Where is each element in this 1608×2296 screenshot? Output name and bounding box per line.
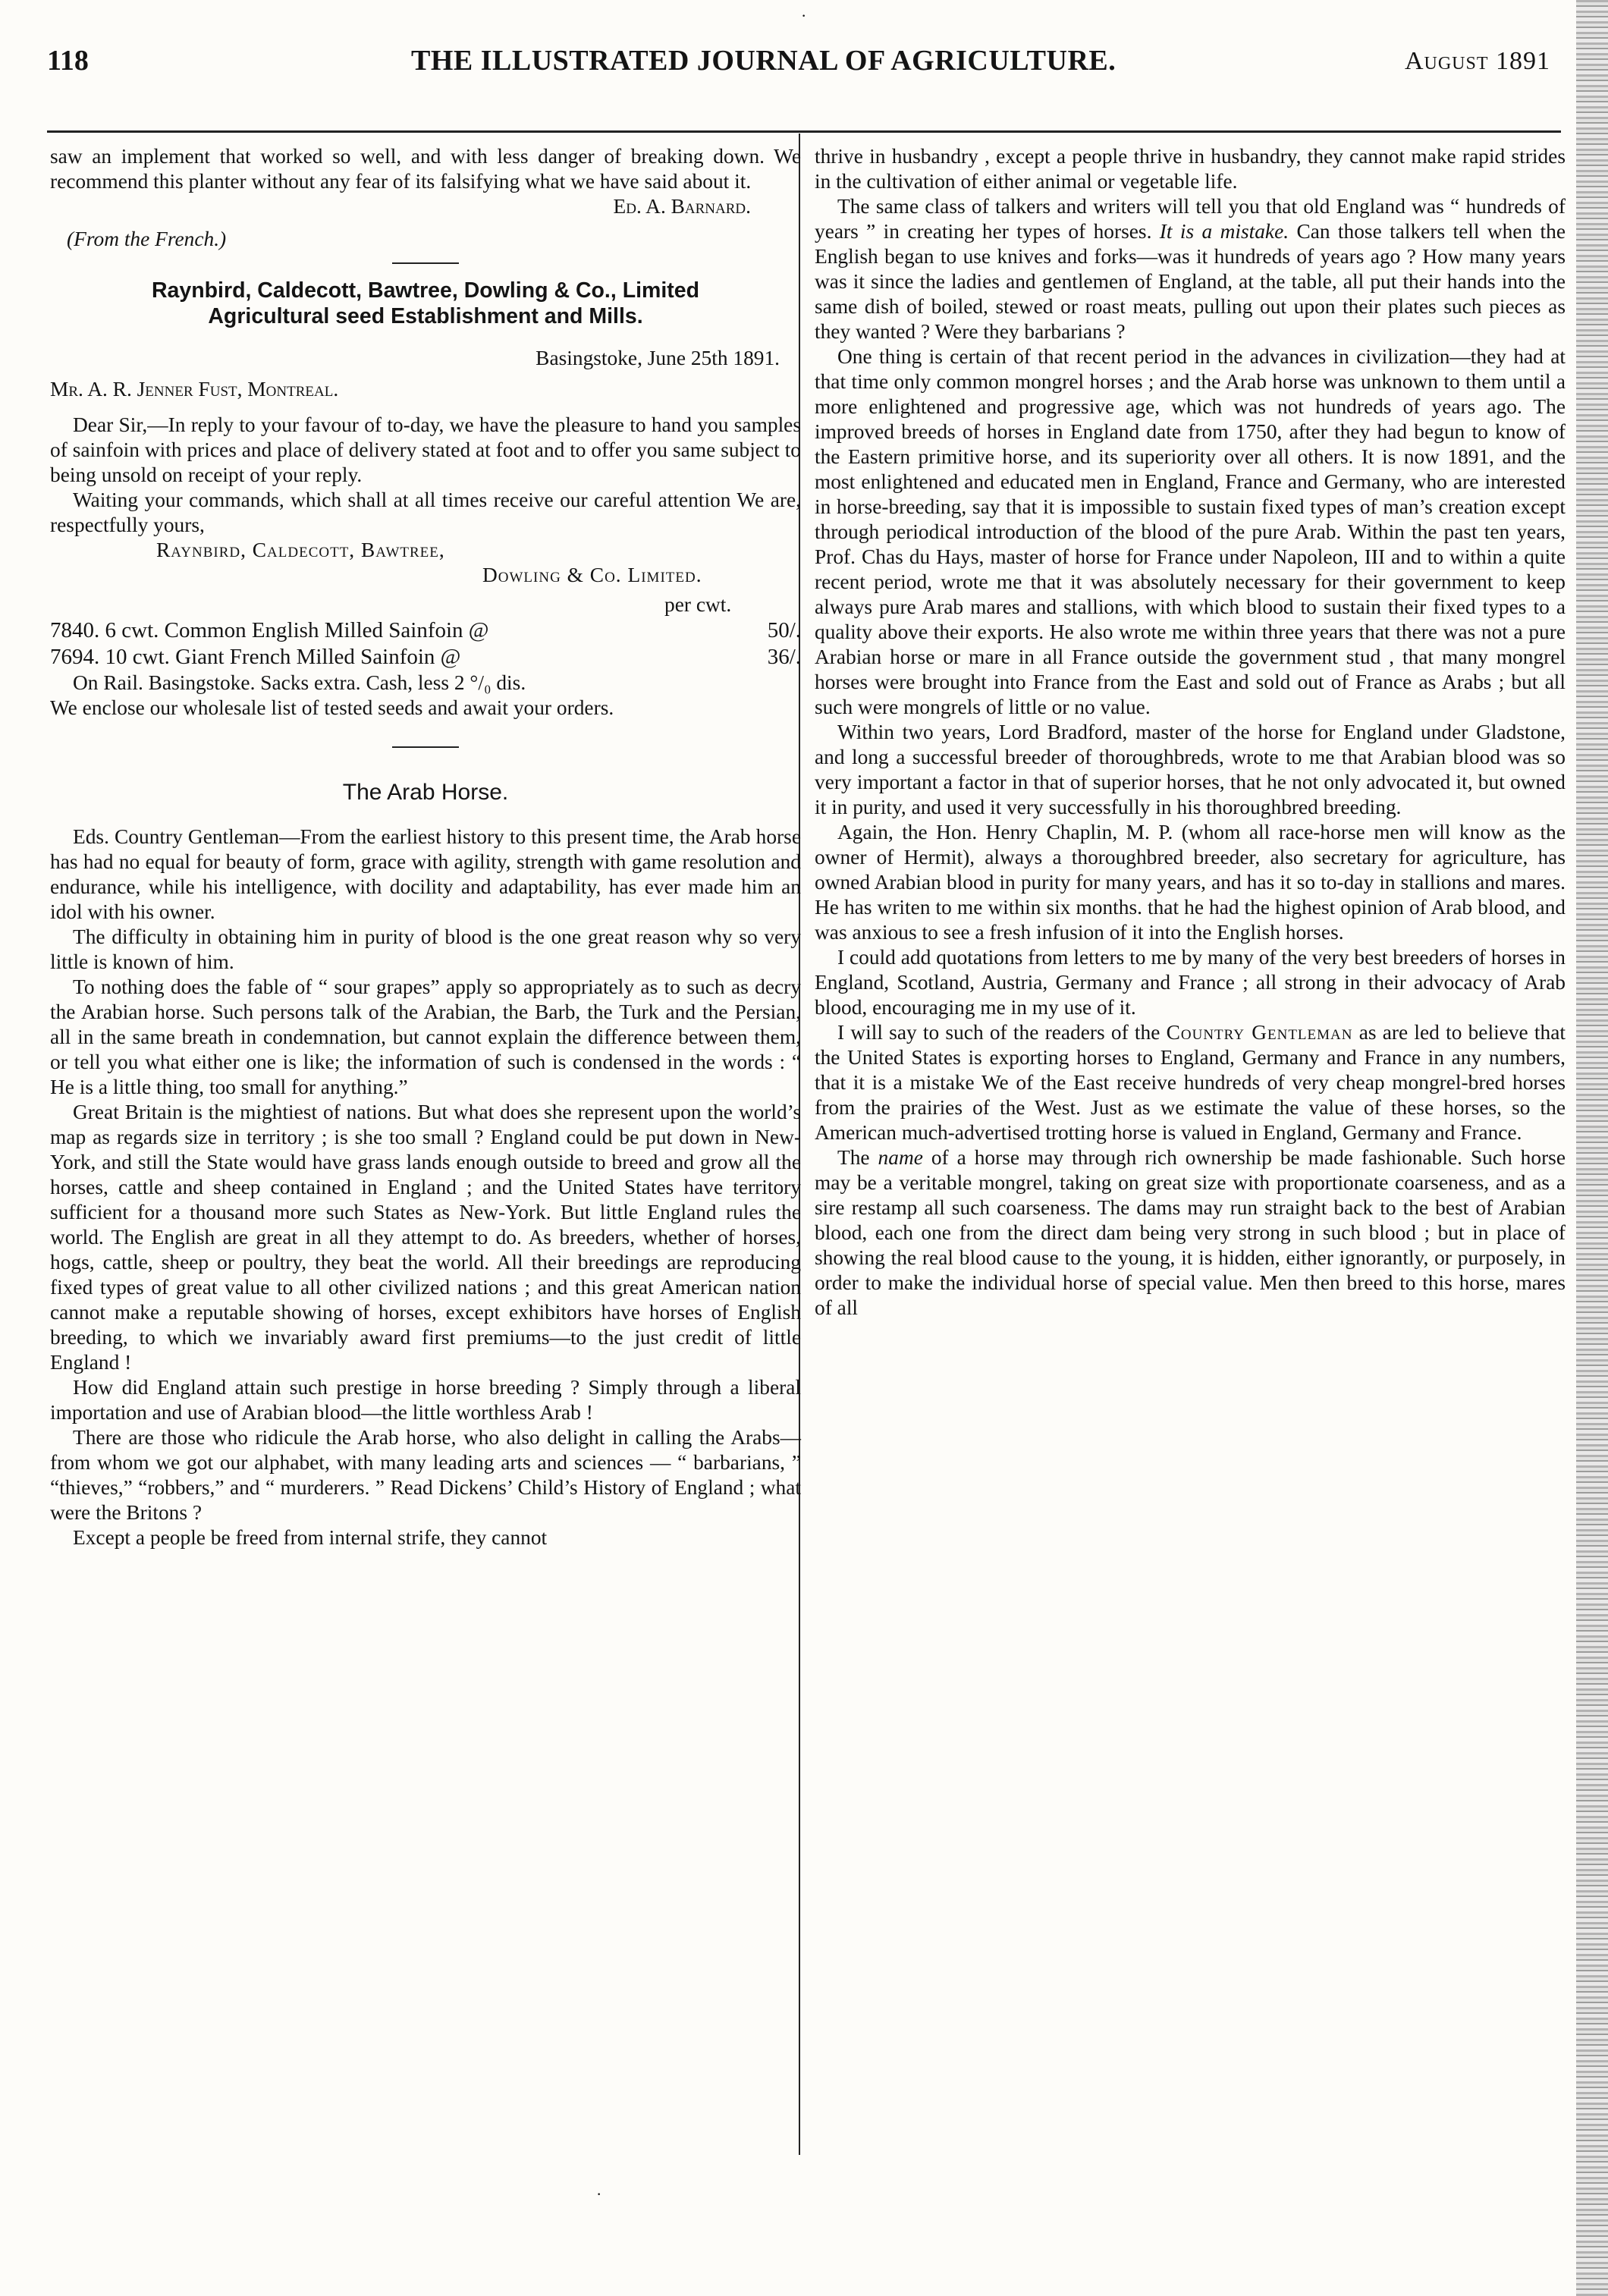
letter-paragraph-1: Dear Sir,—In reply to your favour of to-day, we have the pleasure to hand you samples of sainfoin with prices and place of delivery stated at foot and to offer you same subject to being unsold on receipt of your reply. [50,413,801,486]
price-list [50,617,801,671]
arab-paragraph-3: To nothing does the fable of “ sour grapes” apply so appropriately as to such as decry the Arabian horse. Such persons talk of the Arabian, the Barb, the Turk and the Persian, all in the same breath in condemnation, but cannot explain the difference between them, or tell you what either one is like; the information of such is condensed in the words : “ He is a little thing, too small for anything.” [50,975,801,1098]
letter-dateline: Basingstoke, June 25th 1891. [535,347,780,369]
text-run: The [837,1146,878,1169]
left-column [50,144,801,1550]
per-cwt-label: per cwt. [664,593,732,616]
signature-barnard: Ed. A. Barnard. [613,195,751,218]
emphasis-text: name [878,1146,923,1169]
right-paragraph-2 [815,194,1566,344]
text-run: of a horse may through rich ownership be made fashionable. Such horse may be a veritable mongrel, taking on great size with proportionate coarseness, and as a sire restamp all such coarseness. The dams may run straight back to the best of Arabian blood, each one from the direct dam being very strong in such blood ; but in place of showing the real blood cause to the young, it is hidden, either ignorantly, or purposely, in order to make the individual horse of special value. Men then breed to this horse, mares of all [815,1146,1566,1319]
right-paragraph-3: One thing is certain of that recent period in the advances in civilization—they had at that time only common mongrel horses ; and the Arab horse was unknown to them until a more enlightened and progressive age, which was not hundreds of years ago. The improved breeds of horses in England date from 1750, after they had begun to know of the Eastern primitive horse, and its superiority over all others. It is now 1891, and the most enlightened and educated men in England, France and Germany, who are interested in horse-breeding, say that it is impossible to sustain fixed types of man’s creation except through periodical introduction of the blood of the pure Arab. Within the past ten years, Prof. Chas du Hays, master of horse for France under Napoleon, III and to within a quite recent period, wrote me that it was absolutely necessary for their government to keep always pure Arab mares and stallions, with which blood to sustain their fixed types to a quality above their exports. He also wrote me within three years that there was not a pure Arabian horse or mare in all France outside the government stud , that many mongrel horses were brought into France from the East and sold out of France as Arabs ; but all such were mongrels of little or no value. [815,345,1566,718]
text-run: I will say to such of the readers of the [837,1021,1167,1044]
text-run: The same class of talkers and writers will tell you that old England was “ hundreds of years ” in creating her types of horses. [815,195,1566,243]
header-rule [47,130,1561,133]
right-paragraph-4: Within two years, Lord Bradford, master of the horse for England under Gladstone, and long a successful breeder of thoroughbreds, wrote to me that Arabian blood was so very important a factor in that of superior horses, that he not only advocated it, but owned it in purity, and used it very successfully in his thoroughbred breeding. [815,721,1566,818]
page-header [47,44,1556,90]
price-item: 7694. 10 cwt. Giant French Milled Sainfoin @ [50,645,461,669]
right-paragraph-6: I could add quotations from letters to me by many of the very best breeders of horses in England, Scotland, Austria, Germany and France ; all strong in their advocacy of Arab blood, encouraging me in my use of it. [815,946,1566,1019]
firm-description: Agricultural seed Establishment and Mills. [208,304,643,328]
right-paragraph-1: thrive in husbandry , except a people thrive in husbandry, they cannot make rapid strides in the cultivation of either animal or vegetable life. [815,145,1566,193]
price-terms: On Rail. Basingstoke. Sacks extra. Cash, less 2 °/₀ dis. [73,671,526,694]
publication-name: Country Gentleman [1166,1021,1353,1044]
firm-name: Raynbird, Caldecott, Bawtree, Dowling & Co., Limited [151,278,700,303]
arab-paragraph-4: Great Britain is the mightiest of nations. But what does she represent upon the world’s map as regards size in territory ; is she too small ? England could be put down in New-York, and still the State would have grass lands enough outside to breed and grow all the horses, cattle and sheep contained in England ; and the United States have territory sufficient for a thousand more such States as New-York. But little England rules the world. The English are great in all they attempt to do. As breeders, whether of horses, hogs, cattle, sheep or poultry, they beat the world. All their breedings are reproducing fixed types of great value to all other civilized nations ; and this great American nation cannot make a reputable showing of horses, except exhibitors have horses of English breeding, to which we invariably award first premiums—to the just credit of little England ! [50,1101,801,1374]
arab-paragraph-1: Eds. Country Gentleman—From the earliest history to this present time, the Arab horse has had no equal for beauty of form, grace with agility, strength with game resolution and endurance, while his intelligence, with docility and adaptability, has ever made him an idol with his owner. [50,825,801,923]
scan-speck: · [801,6,807,25]
price-row [50,644,801,671]
article-title: The Arab Horse. [342,780,509,805]
letter-addressee: Mr. A. R. Jenner Fust, Montreal. [50,378,339,400]
page-edge-scan-artifact [1576,0,1608,2296]
letter-signature-line-1: Raynbird, Caldecott, Bawtree, [156,539,445,561]
letter-signature-line-2: Dowling & Co. Limited. [482,564,702,586]
issue-date: August 1891 [1404,47,1550,75]
text-run: Can those talkers tell when the English began to use knives and forks—was it hundreds of years ago ? How many years was it since the ladies and gentlemen of England, at the table, all put their hands into the same dish of boiled, stewed or roast meats, pulling out upon their plates such pieces as they wanted ? Were they barbarians ? [815,220,1566,343]
arab-paragraph-7: Except a people be freed from internal strife, they cannot [73,1526,548,1549]
opening-paragraph: saw an implement that worked so well, and with less danger of breaking down. We recommend this planter without any fear of its falsifying what we have said about it. [50,145,801,193]
scan-speck: · [596,2184,602,2203]
page-number: 118 [47,45,89,77]
arab-paragraph-6: There are those who ridicule the Arab horse, who also delight in calling the Arabs—from whom we got our alphabet, with many leading arts and sciences — “ barbarians, ” “thieves,” “robbers,” and “ murderers. ” Read Dickens’ Child’s History of England ; what were the Britons ? [50,1426,801,1524]
letter-paragraph-2: Waiting your commands, which shall at all times receive our careful attention We are, respectfully yours, [50,488,801,536]
right-paragraph-7 [815,1020,1566,1145]
letter-closing: We enclose our wholesale list of tested seeds and await your orders. [50,696,614,719]
text-run: as are led to believe that the United States is exporting horses to England, Germany and France in any numbers, that it is a mistake We of the East receive hundreds of very cheap mongrel-bred horses from the prairies of the West. Just as we estimate the value of these horses, so the American much-advertised trotting horse is valued in England, Germany and France. [815,1021,1566,1144]
firm-heading [50,278,801,329]
section-divider [392,262,459,264]
right-paragraph-8 [815,1145,1566,1321]
price-item: 7840. 6 cwt. Common English Milled Sainfoin @ [50,618,489,642]
price-value: 50/. [767,618,801,642]
from-the-french-note: (From the French.) [67,228,227,250]
right-paragraph-5: Again, the Hon. Henry Chaplin, M. P. (whom all race-horse men will know as the owner of Hermit), always a thoroughbred breeder, also secretary for agriculture, has owned Arabian blood in purity for many years, and has it so to-day in stallions and mares. He has writen to me within six months. that he had the highest opinion of Arab blood, and was anxious to see a fresh infusion of it into the English horses. [815,821,1566,944]
emphasis-text: It is a mistake. [1159,220,1289,243]
arab-paragraph-5: How did England attain such prestige in horse breeding ? Simply through a liberal importation and use of Arabian blood—the little worthless Arab ! [50,1376,801,1424]
section-divider [392,746,459,748]
price-value: 36/. [767,645,801,669]
price-row [50,617,801,644]
journal-title: THE ILLUSTRATED JOURNAL OF AGRICULTURE. [411,45,1116,77]
arab-paragraph-2: The difficulty in obtaining him in purity of blood is the one great reason why so very little is known of him. [50,925,801,973]
right-column [815,144,1566,1321]
